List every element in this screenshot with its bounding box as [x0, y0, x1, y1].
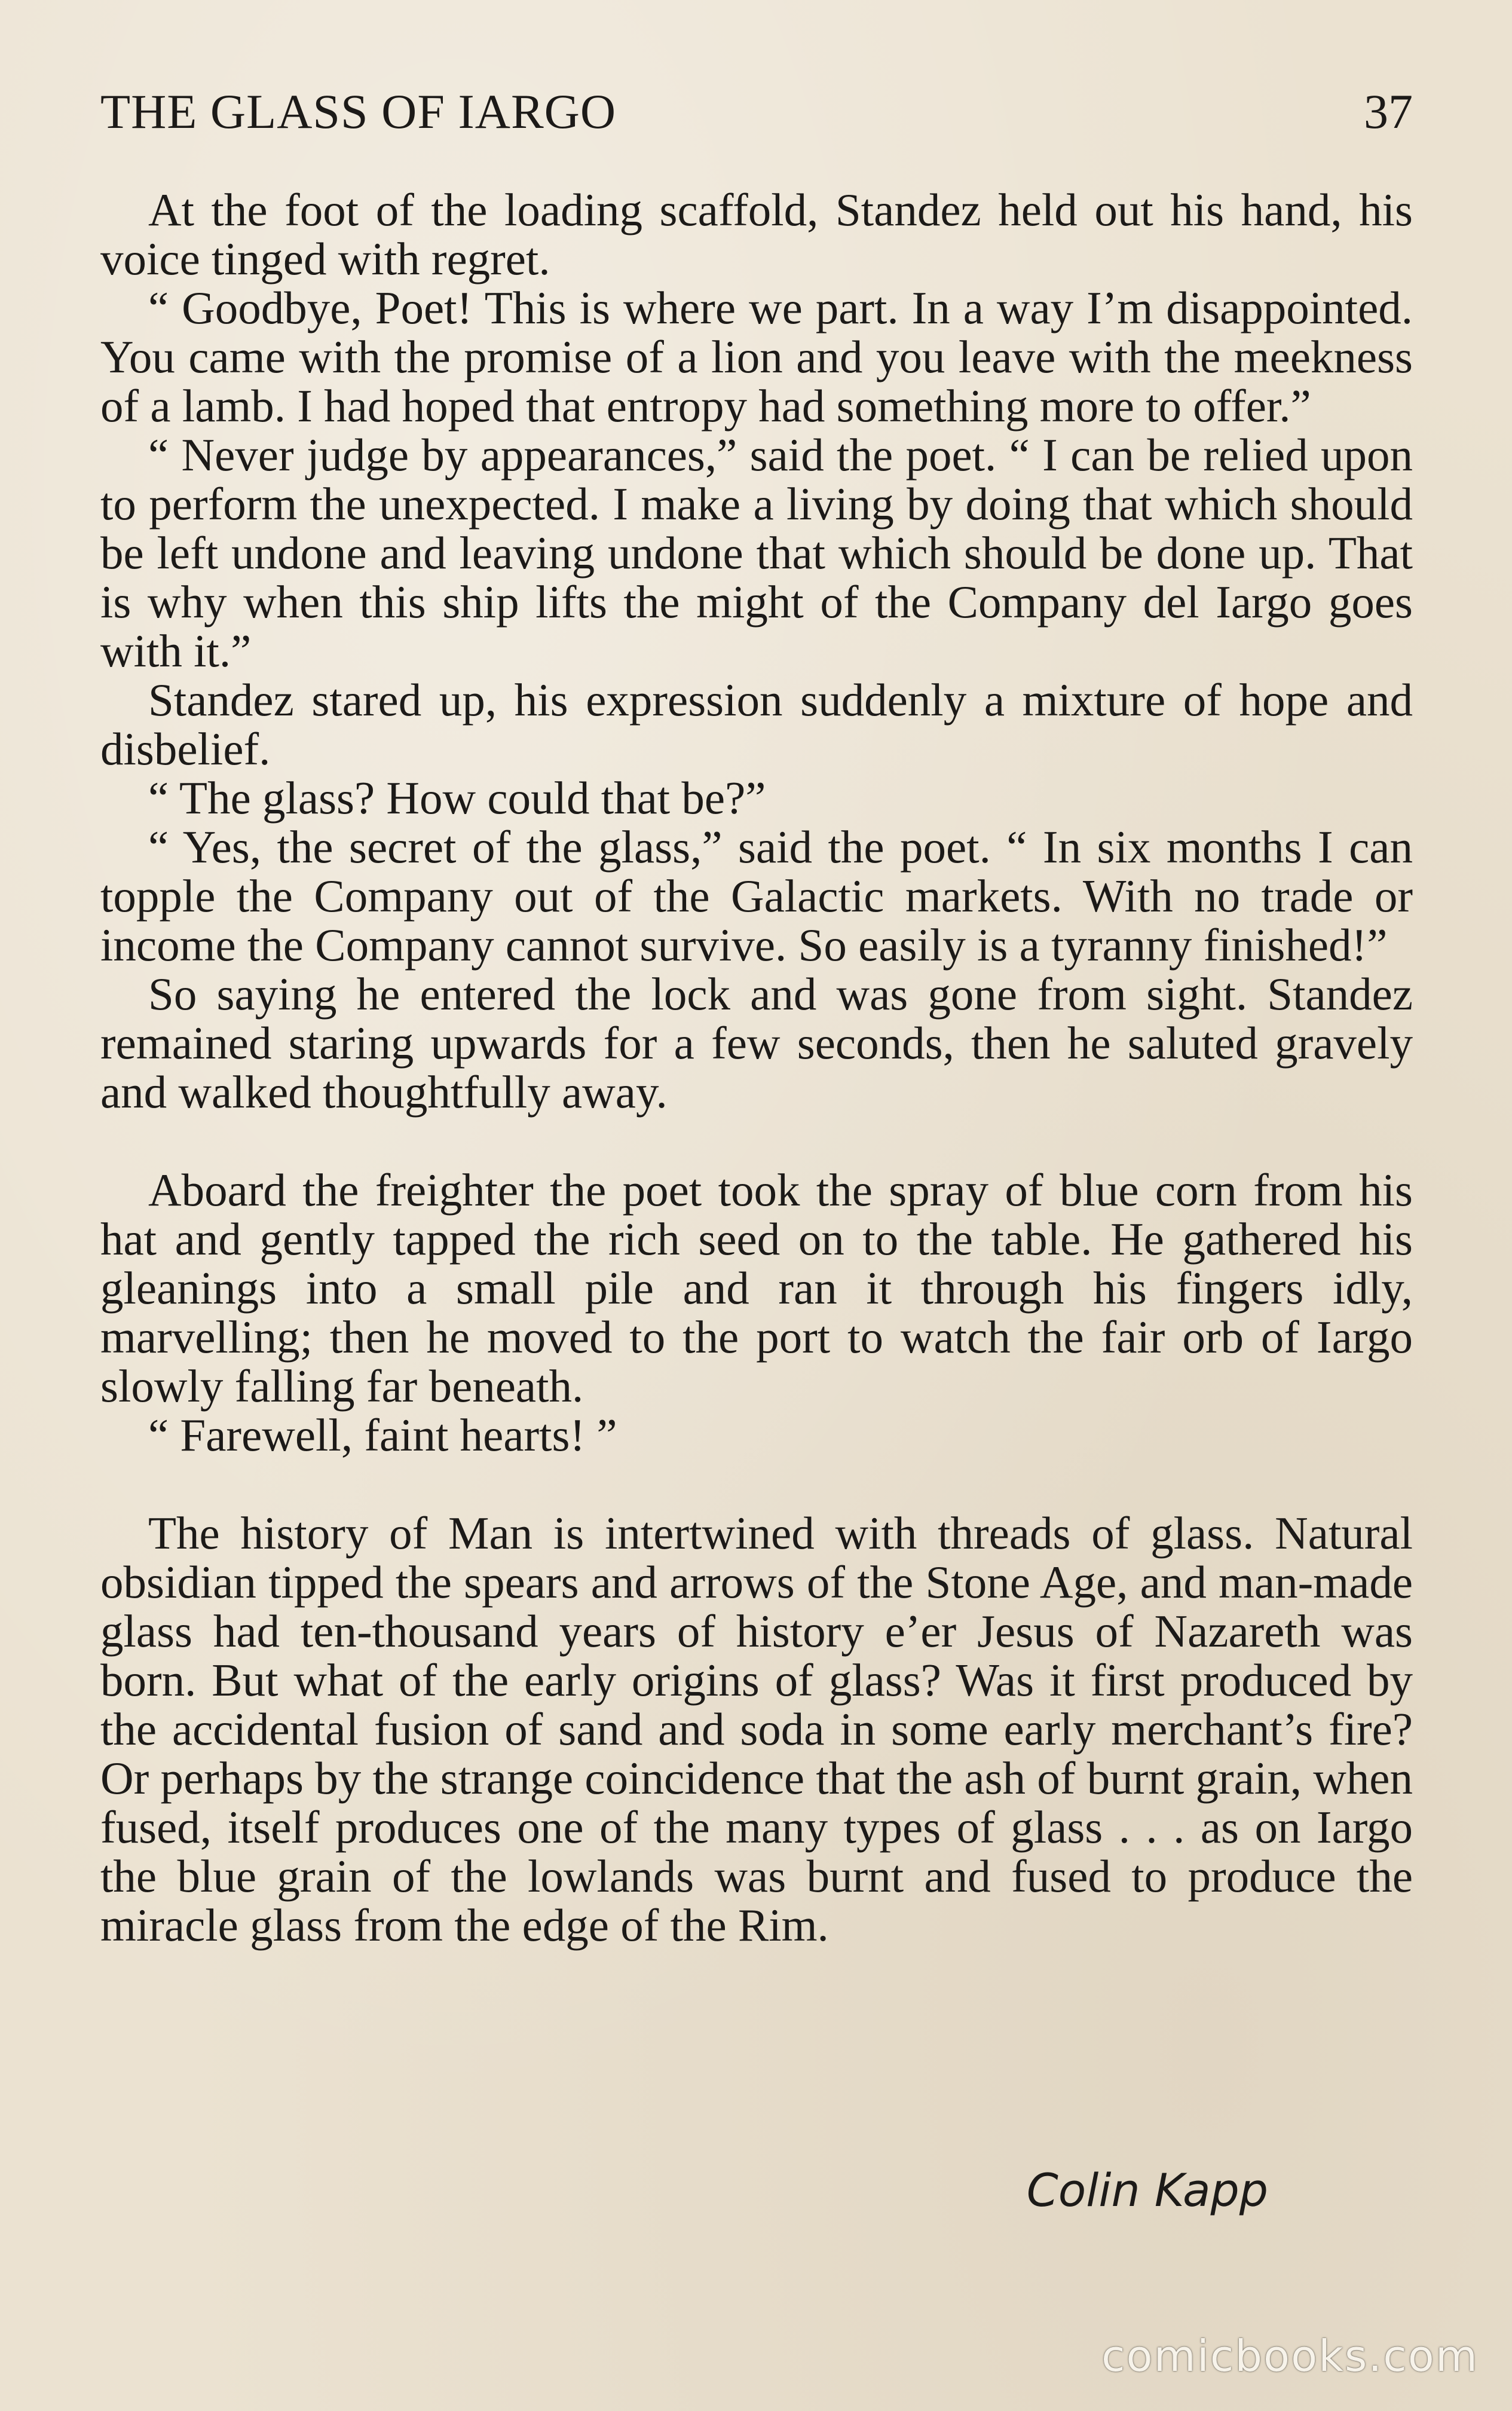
paragraph: “ The glass? How could that be?” [148, 772, 766, 824]
paragraph: At the foot of the loading scaffold, Standez held out his hand, his voice tinged with regret. [100, 184, 1413, 284]
running-head-title: THE GLASS OF IARGO [100, 84, 617, 139]
paragraph: So saying he entered the lock and was gone from sight. Standez remained staring upwards for a few seconds, then he saluted gravely and walked thoughtfully away. [100, 968, 1413, 1118]
paragraph: Standez stared up, his expression suddenly a mixture of hope and disbelief. [100, 674, 1413, 775]
site-watermark: comicbooks.com [1101, 2331, 1479, 2381]
paragraph: “ Yes, the secret of the glass,” said the poet. “ In six months I can topple the Company out of the Galactic markets. With no trade or income the Company cannot survive. So easily is a tyranny finished!” [100, 821, 1413, 971]
paragraph: “ Goodbye, Poet! This is where we part. In a way I’m disappointed. You came with the promise of a lion and you leave with the meekness of a lamb. I had hoped that entropy had something more to offer.” [100, 282, 1413, 432]
page-header [100, 84, 1413, 140]
author-signature: Colin Kapp [1026, 2164, 1268, 2217]
section-break [100, 1116, 1413, 1165]
paragraph: The history of Man is intertwined with threads of glass. Natural obsidian tipped the spears and arrows of the Stone Age, and man-made glass had ten-thousand years of history e’er Jesus of Nazareth was born. But what of the early origins of glass? Was it first produced by the accidental fusion of sand and soda in some early merchant’s fire? Or perhaps by the strange coincidence that the ash of burnt grain, when fused, itself produces one of the many types of glass . . . as on Iargo the blue grain of the lowlands was burnt and fused to produce the miracle glass from the edge of the Rim. [100, 1507, 1413, 1951]
story-text [100, 185, 1413, 1950]
paragraph: “ Never judge by appearances,” said the poet. “ I can be relied upon to perform the unexpected. I make a living by doing that which should be left undone and leaving undone that which should be done up. That is why when this ship lifts the might of the Company del Iargo goes with it.” [100, 429, 1413, 677]
paragraph: Aboard the freighter the poet took the spray of blue corn from his hat and gently tapped the rich seed on to the table. He gathered his gleanings into a small pile and ran it through his fingers idly, marvelling; then he moved to the port to watch the fair orb of Iargo slowly falling far beneath. [100, 1164, 1413, 1412]
paragraph: “ Farewell, faint hearts! ” [148, 1409, 617, 1461]
section-break [100, 1460, 1413, 1509]
page-number: 37 [1364, 84, 1413, 139]
